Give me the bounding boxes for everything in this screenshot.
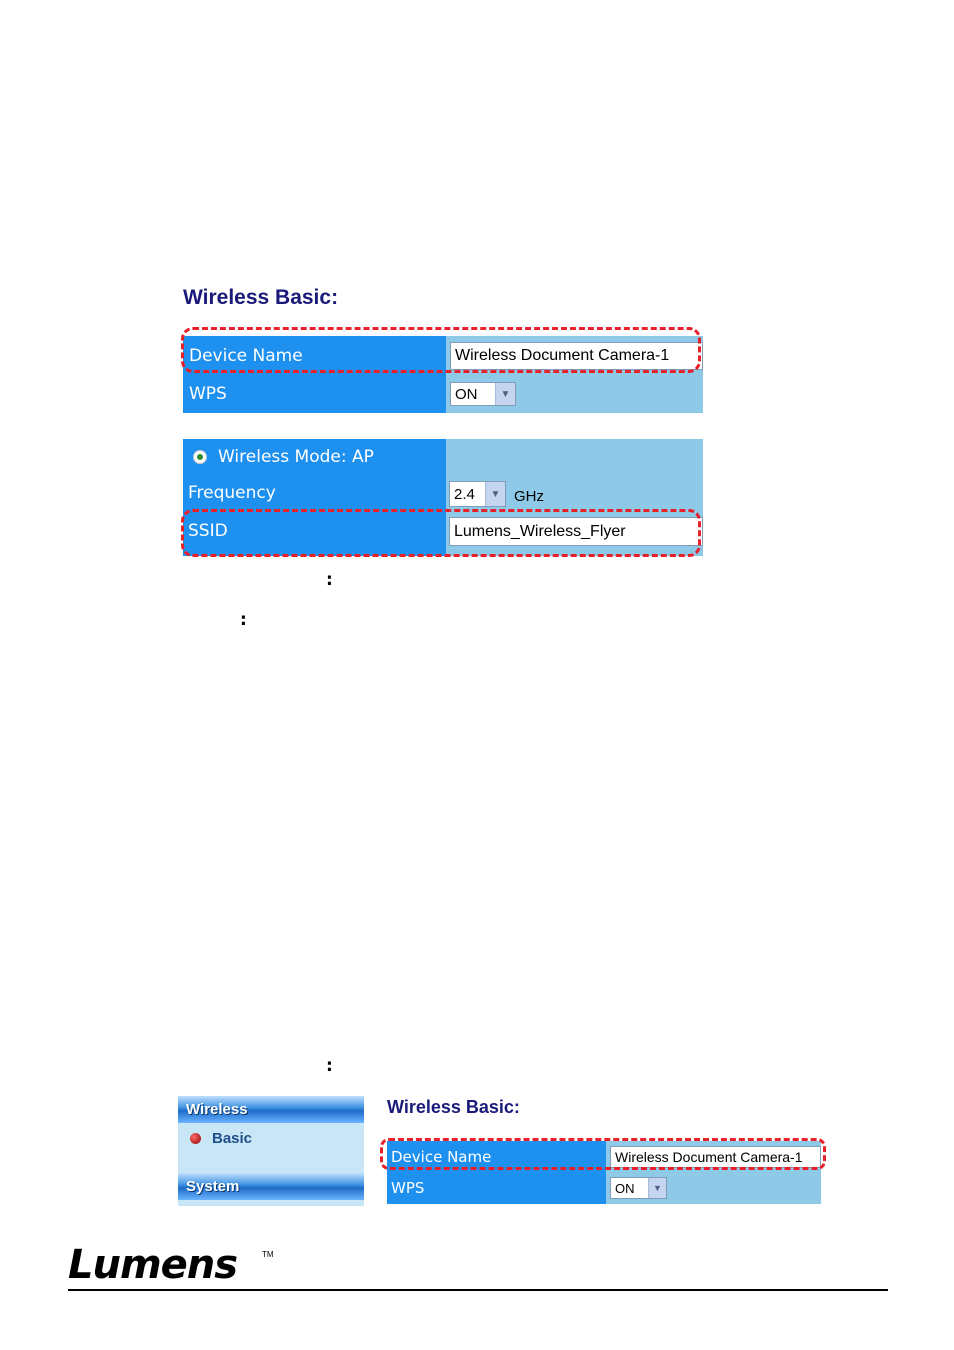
frequency-select[interactable]	[449, 481, 506, 507]
chevron-down-icon[interactable]: ▼	[485, 482, 505, 506]
wps-label: WPS	[387, 1172, 606, 1204]
colon-mark: :	[326, 570, 333, 590]
device-name-highlight	[380, 1138, 826, 1170]
frequency-label: Frequency	[188, 483, 276, 503]
trademark-mark: TM	[262, 1250, 274, 1259]
footer-rule	[68, 1289, 888, 1291]
frequency-control	[449, 481, 544, 507]
device-name-highlight	[181, 327, 701, 373]
ssid-highlight	[181, 509, 701, 557]
sidebar-section-wireless[interactable]: Wireless	[178, 1096, 364, 1123]
device-name-input[interactable]: Wireless Document Camera-1	[610, 1146, 821, 1168]
frequency-unit: GHz	[514, 487, 544, 505]
wps-cell	[606, 1172, 821, 1204]
wps-label: WPS	[183, 375, 446, 413]
wps-selected-value: ON	[455, 385, 478, 403]
frequency-selected-value: 2.4	[454, 485, 475, 503]
wireless-mode-radio-row[interactable]	[193, 447, 374, 467]
chevron-down-icon[interactable]: ▼	[648, 1178, 666, 1198]
lumens-logo: Lumens	[68, 1242, 238, 1288]
wps-selected-value: ON	[615, 1180, 635, 1196]
figure1-title: Wireless Basic:	[183, 286, 339, 309]
wireless-mode-label: Wireless Mode: AP	[218, 447, 374, 467]
chevron-down-icon[interactable]: ▼	[495, 383, 515, 405]
wps-select[interactable]	[610, 1177, 667, 1199]
radio-selected-icon[interactable]	[193, 450, 207, 464]
wps-select[interactable]	[450, 382, 516, 406]
ssid-label: SSID	[188, 521, 228, 541]
wps-cell	[446, 375, 703, 413]
red-dot-icon	[190, 1133, 201, 1144]
sidebar-item-label: Basic	[212, 1130, 253, 1147]
figure2-title: Wireless Basic:	[387, 1097, 520, 1117]
ssid-input[interactable]: Lumens_Wireless_Flyer	[449, 517, 703, 546]
device-name-input[interactable]: Wireless Document Camera-1	[450, 342, 703, 370]
sidebar-section-system[interactable]: System	[178, 1173, 364, 1200]
colon-mark: :	[240, 610, 247, 630]
colon-mark: :	[326, 1056, 333, 1076]
sidebar-item-basic[interactable]	[190, 1130, 252, 1147]
device-name-label: Device Name	[387, 1141, 606, 1172]
device-name-label: Device Name	[183, 336, 446, 375]
